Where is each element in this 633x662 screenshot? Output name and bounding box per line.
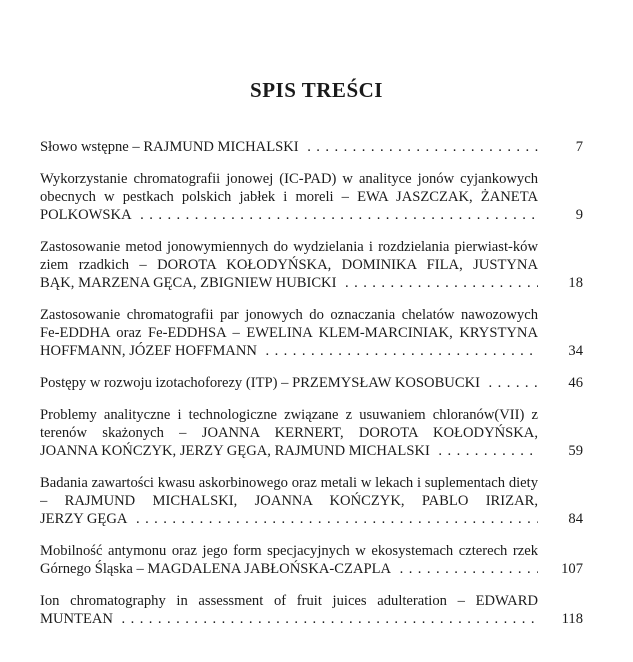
toc-entry-page-number: 7	[575, 139, 583, 155]
toc-entry-title	[40, 374, 538, 392]
toc-entry-title	[40, 592, 538, 628]
toc-entry-title-last-line: BĄK, MARZENA GĘCA, ZBIGNIEW HUBICKI	[40, 275, 340, 291]
toc-entry-title-lead: Zastosowanie chromatografii par jonowych do oznaczania chelatów nawozowych Fe-EDDHA oraz Fe-EDDHSA – EWELINA KLEM-MARCINIAK, KRYSTYNA	[40, 307, 538, 341]
toc-entry[interactable]	[40, 238, 583, 292]
toc-entry-title-lead: Problemy analityczne i technologiczne związane z usuwaniem chloranów(VII) z terenów skażonych – JOANNA KERNERT, DOROTA KOŁODYŃSKA,	[40, 407, 538, 441]
toc-entry-title-last-line: Postępy w rozwoju izotachoforezy (ITP) – PRZEMYSŁAW KOSOBUCKI	[40, 375, 484, 391]
toc-entry-page-number: 107	[561, 561, 583, 577]
toc-entry[interactable]	[40, 542, 583, 578]
toc-entry-page-number: 34	[568, 343, 583, 359]
toc-entry[interactable]	[40, 138, 583, 156]
toc-entry-title-last-line: HOFFMANN, JÓZEF HOFFMANN	[40, 343, 261, 359]
toc-entry-title-lead: Wykorzystanie chromatografii jonowej (IC-PAD) w analityce jonów cyjankowych obecnych w pestkach polskich jabłek i moreli – EWA JASZCZAK, ŻANETA	[40, 171, 538, 205]
toc-entry[interactable]	[40, 474, 583, 528]
toc-entry-title-last-line: POLKOWSKA	[40, 207, 136, 223]
toc-entry-title-last-line: JOANNA KOŃCZYK, JERZY GĘGA, RAJMUND MICHALSKI	[40, 443, 434, 459]
toc-entry-title	[40, 238, 538, 292]
toc-entry-title-lead: Zastosowanie metod jonowymiennych do wydzielania i rozdzielania pierwiast-ków ziem rzadkich – DOROTA KOŁODYŃSKA, DOMINIKA FILA, JUSTYNA	[40, 239, 538, 273]
toc-entry-page-number: 118	[561, 611, 583, 627]
toc-entry-title-lead: Mobilność antymonu oraz jego form specjacyjnych w ekosystemach czterech rzek	[40, 543, 538, 559]
toc-entry-title	[40, 474, 538, 528]
toc-entry[interactable]	[40, 374, 583, 392]
toc-entry-page-number: 59	[568, 443, 583, 459]
toc-entry-title	[40, 170, 538, 224]
toc-entry-title-last-line: JERZY GĘGA	[40, 511, 131, 527]
page-title: SPIS TREŚCI	[250, 78, 383, 102]
toc-entry-title-lead: Badania zawartości kwasu askorbinowego oraz metali w lekach i suplementach diety – RAJMUND MICHALSKI, JOANNA KOŃCZYK, PABLO IRIZAR,	[40, 475, 538, 509]
toc-entry-title	[40, 306, 538, 360]
toc-entry-page-number: 9	[575, 207, 583, 223]
toc-entry-page-number: 18	[568, 275, 583, 291]
toc-entry-page-number: 84	[568, 511, 583, 527]
toc-entry-title	[40, 138, 538, 156]
toc-entry-title	[40, 542, 538, 578]
toc-entry-title-last-line: MUNTEAN	[40, 611, 117, 627]
toc-entry-title-last-line: Górnego Śląska – MAGDALENA JABŁOŃSKA-CZAPLA	[40, 561, 395, 577]
toc-entry[interactable]	[40, 170, 583, 224]
toc-entry-page-number: 46	[568, 375, 583, 391]
toc-entry-title-last-line: Słowo wstępne – RAJMUND MICHALSKI	[40, 139, 303, 155]
toc-entry-title	[40, 406, 538, 460]
toc-entry[interactable]	[40, 306, 583, 360]
toc-entry-title-lead: Ion chromatography in assessment of fruit juices adulteration – EDWARD	[40, 593, 538, 609]
toc-entry[interactable]	[40, 592, 583, 628]
toc-entry[interactable]	[40, 406, 583, 460]
table-of-contents	[40, 138, 583, 642]
